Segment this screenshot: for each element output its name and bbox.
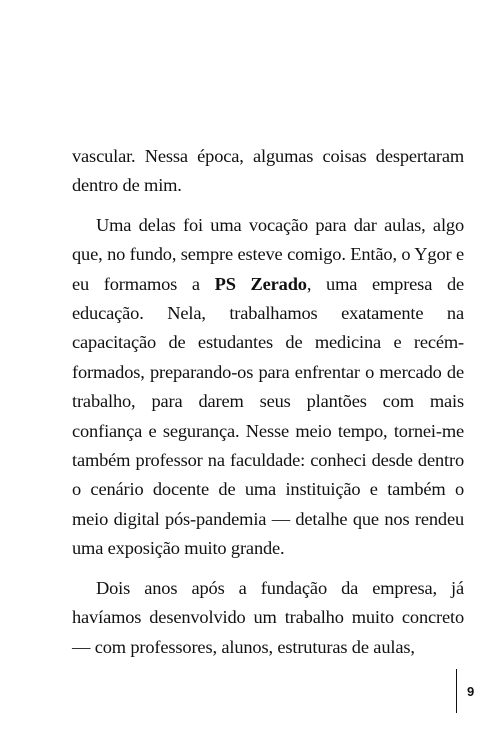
paragraph-company-text-end: , uma empresa de educação. Nela, trabalhamos exatamente na capacitação de estudantes de medicina e recém-formados, preparando-os para enfrentar o mercado de trabalho, para darem seus plantões com mais confiança e segurança. Nesse meio tempo, tornei-me também professor na faculdade: conheci desde dentro o cenário docente de uma instituição e também o meio digital pós-pandemia — detalhe que nos rendeu uma exposição muito grande. — [72, 273, 464, 559]
paragraph-company — [72, 211, 464, 564]
paragraph-continued: vascular. Nessa época, algumas coisas despertaram dentro de mim. — [72, 146, 464, 196]
company-name: PS Zerado — [214, 273, 307, 294]
page-folio — [456, 669, 474, 713]
body-text — [72, 142, 464, 662]
paragraph-after-founding: Dois anos após a fundação da empresa, já havíamos desenvolvido um trabalho muito concreto — com professores, alunos, estruturas de aulas, — [72, 577, 464, 657]
paragraph-company-text-start: Uma delas foi uma vocação para dar aulas, algo que, no fundo, sempre esteve comigo. Então, o Ygor e eu formamos a — [72, 214, 464, 294]
page-number: 9 — [467, 683, 475, 699]
